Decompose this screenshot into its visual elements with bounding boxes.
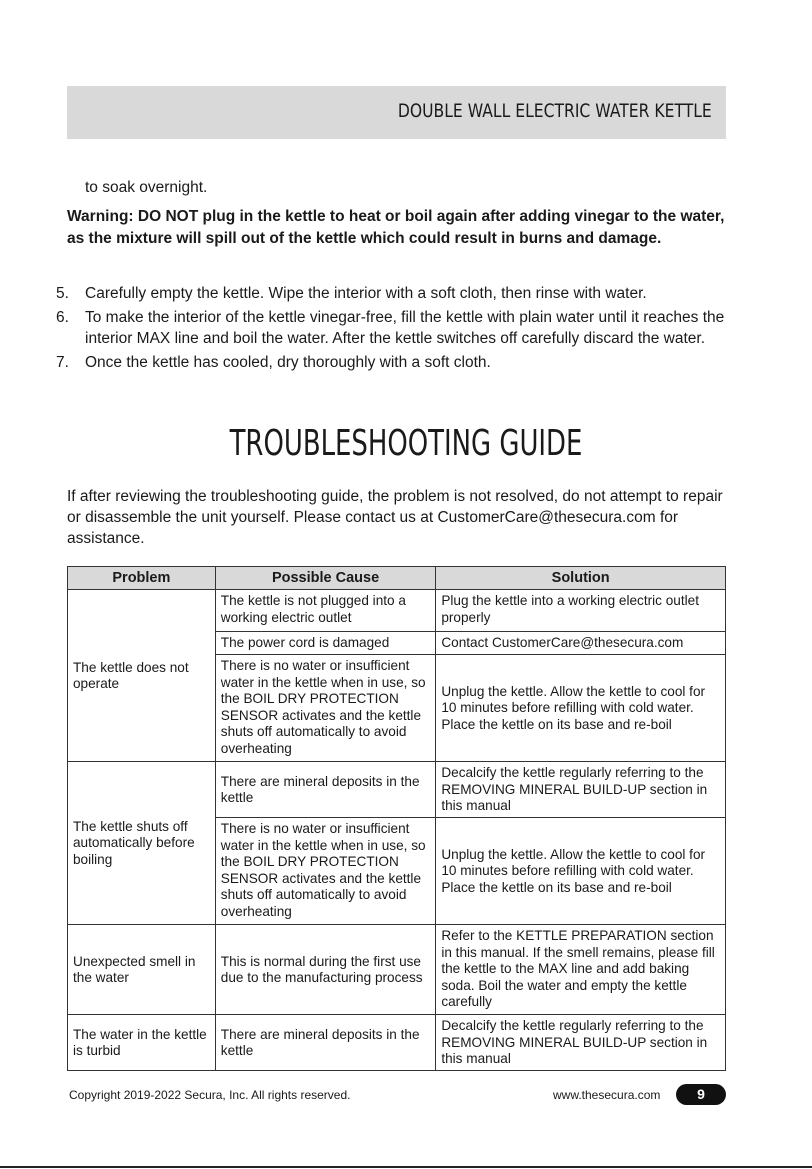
- step-number: 5.: [56, 285, 69, 302]
- solution-cell: Plug the kettle into a working electric outlet properly: [436, 590, 726, 632]
- step-text: Carefully empty the kettle. Wipe the interior with a soft cloth, then rinse with water.: [85, 285, 647, 302]
- solution-cell: Contact CustomerCare@thesecura.com: [436, 632, 726, 655]
- solution-cell: Unplug the kettle. Allow the kettle to cool for 10 minutes before refilling with cold water. Place the kettle on its base and re-boil: [436, 818, 726, 925]
- table-row: [68, 925, 726, 1015]
- step-text: Once the kettle has cooled, dry thoroughly with a soft cloth.: [85, 354, 491, 371]
- header-title: DOUBLE WALL ELECTRIC WATER KETTLE: [398, 100, 712, 122]
- step-item: [56, 352, 736, 373]
- steps-list: [56, 283, 736, 376]
- cause-cell: There is no water or insufficient water in the kettle when in use, so the BOIL DRY PROTECTION SENSOR activates and the kettle shuts off automatically to avoid overheating: [215, 818, 436, 925]
- warning-label: Warning:: [67, 208, 134, 225]
- problem-cell: The kettle shuts off automatically before boiling: [68, 762, 216, 925]
- page-number-badge: 9: [676, 1084, 726, 1105]
- table-row: [68, 762, 726, 818]
- table-header-row: [68, 567, 726, 590]
- solution-cell: Decalcify the kettle regularly referring to the REMOVING MINERAL BUILD-UP section in this manual: [436, 1015, 726, 1071]
- header-cause: Possible Cause: [215, 567, 436, 590]
- header-band: [67, 86, 726, 139]
- continuation-text: to soak overnight.: [85, 179, 208, 196]
- section-title-text: TROUBLESHOOTING GUIDE: [229, 423, 583, 464]
- cause-cell: The kettle is not plugged into a working electric outlet: [215, 590, 436, 632]
- step-number: 7.: [56, 354, 69, 371]
- problem-cell: The kettle does not operate: [68, 590, 216, 762]
- footer-website: www.thesecura.com: [553, 1088, 661, 1102]
- cause-cell: This is normal during the first use due to the manufacturing process: [215, 925, 436, 1015]
- step-text: To make the interior of the kettle vinegar-free, fill the kettle with plain water until it reaches the interior MAX line and boil the water. After the kettle switches off carefully discard the water.: [85, 309, 725, 347]
- intro-paragraph: If after reviewing the troubleshooting guide, the problem is not resolved, do not attempt to repair or disassemble the unit yourself. Please contact us at CustomerCare@thesecura.com for assistance.: [67, 488, 723, 547]
- problem-cell: The water in the kettle is turbid: [68, 1015, 216, 1071]
- step-item: [56, 307, 736, 349]
- header-solution: Solution: [436, 567, 726, 590]
- cause-cell: There is no water or insufficient water in the kettle when in use, so the BOIL DRY PROTECTION SENSOR activates and the kettle shuts off automatically to avoid overheating: [215, 655, 436, 762]
- cause-cell: The power cord is damaged: [215, 632, 436, 655]
- footer-copyright: Copyright 2019-2022 Secura, Inc. All rights reserved.: [69, 1088, 351, 1102]
- warning-text: DO NOT plug in the kettle to heat or boil again after adding vinegar to the water, as the mixture will spill out of the kettle which could result in burns and damage.: [67, 208, 725, 247]
- cause-cell: There are mineral deposits in the kettle: [215, 1015, 436, 1071]
- bottom-rule: [0, 1166, 812, 1168]
- problem-cell: Unexpected smell in the water: [68, 925, 216, 1015]
- table-row: [68, 590, 726, 632]
- solution-cell: Unplug the kettle. Allow the kettle to cool for 10 minutes before refilling with cold water. Place the kettle on its base and re-boil: [436, 655, 726, 762]
- troubleshooting-table: [67, 566, 726, 1071]
- step-number: 6.: [56, 309, 69, 326]
- header-problem: Problem: [68, 567, 216, 590]
- step-item: [56, 283, 736, 304]
- solution-cell: Decalcify the kettle regularly referring to the REMOVING MINERAL BUILD-UP section in this manual: [436, 762, 726, 818]
- cause-cell: There are mineral deposits in the kettle: [215, 762, 436, 818]
- section-title: [0, 423, 812, 464]
- warning-paragraph: [67, 206, 737, 249]
- solution-cell: Refer to the KETTLE PREPARATION section in this manual. If the smell remains, please fill the kettle to the MAX line and add baking soda. Boil the water and empty the kettle carefully: [436, 925, 726, 1015]
- table-row: [68, 1015, 726, 1071]
